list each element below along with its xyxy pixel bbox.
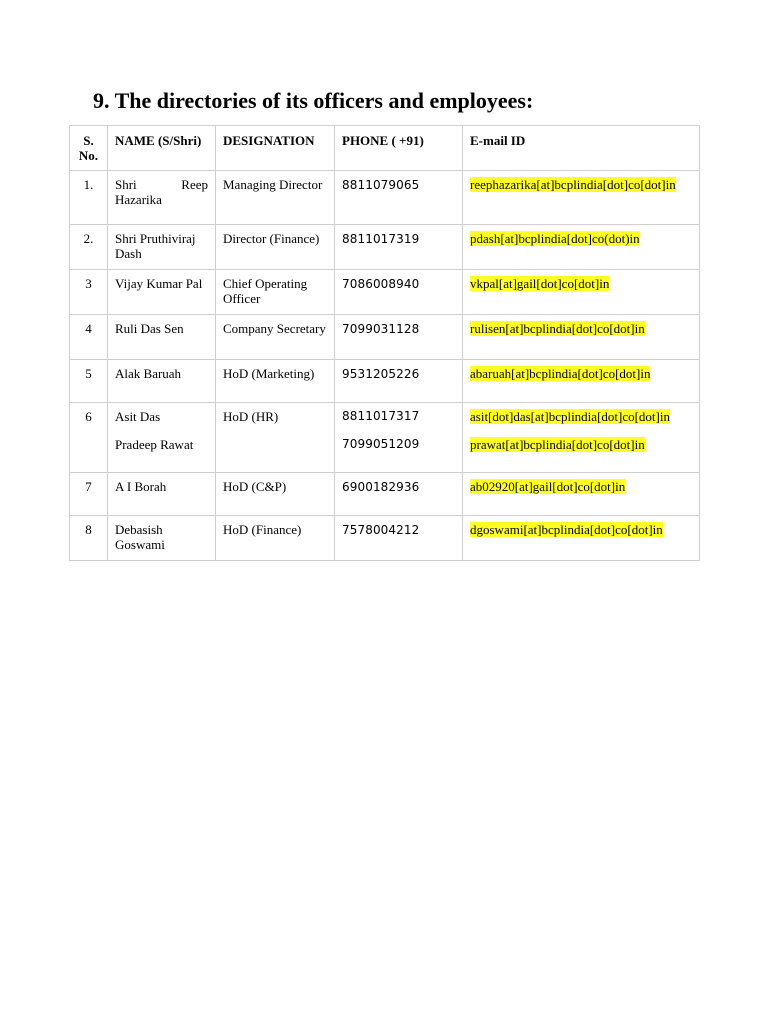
serial-number-cell: 5: [70, 360, 108, 403]
phone-number: 8811079065: [342, 178, 420, 192]
email-cell: [463, 315, 700, 360]
phone-cell: [335, 360, 463, 403]
phone-cell: [335, 315, 463, 360]
header-serial-number: S. No.: [70, 126, 108, 171]
phone-cell: [335, 225, 463, 270]
email-address: dgoswami[at]bcplindia[dot]co[dot]in: [470, 522, 663, 537]
email-cell: [463, 270, 700, 315]
name-cell: Asit Das Pradeep Rawat: [108, 403, 216, 473]
name-cell: Shri Pruthiviraj Dash: [108, 225, 216, 270]
page-heading: 9. The directories of its officers and employees:: [93, 88, 534, 113]
designation-cell: HoD (HR): [216, 403, 335, 473]
phone-number: 9531205226: [342, 367, 420, 381]
name-cell: Debasish Goswami: [108, 516, 216, 561]
serial-number-cell: 1.: [70, 171, 108, 225]
table-row: [70, 225, 700, 270]
designation-cell: Chief Operating Officer: [216, 270, 335, 315]
email-address: asit[dot]das[at]bcplindia[dot]co[dot]in: [470, 409, 670, 424]
table-row: [70, 270, 700, 315]
table-row: [70, 403, 700, 473]
email-address: reephazarika[at]bcplindia[dot]co[dot]in: [470, 177, 676, 192]
phone-number: 8811017317: [342, 409, 420, 423]
phone-cell: [335, 516, 463, 561]
table-row: [70, 171, 700, 225]
phone-cell: [335, 270, 463, 315]
email-address: rulisen[at]bcplindia[dot]co[dot]in: [470, 321, 645, 336]
header-name: NAME (S/Shri): [108, 126, 216, 171]
designation-cell: HoD (Finance): [216, 516, 335, 561]
serial-number-cell: 8: [70, 516, 108, 561]
officers-directory-table: [69, 125, 700, 561]
table-header-row: [70, 126, 700, 171]
serial-number-cell: 4: [70, 315, 108, 360]
designation-cell: Managing Director: [216, 171, 335, 225]
serial-number-cell: 7: [70, 473, 108, 516]
email-cell: [463, 473, 700, 516]
phone-number: 7086008940: [342, 277, 420, 291]
email-cell: [463, 360, 700, 403]
header-phone: PHONE ( +91): [335, 126, 463, 171]
email-cell: [463, 403, 700, 473]
table-row: [70, 360, 700, 403]
phone-cell: [335, 403, 463, 473]
phone-number: 7099051209: [342, 437, 420, 451]
serial-number-cell: 3: [70, 270, 108, 315]
designation-cell: Director (Finance): [216, 225, 335, 270]
phone-number: 8811017319: [342, 232, 420, 246]
phone-cell: [335, 171, 463, 225]
email-address: ab02920[at]gail[dot]co[dot]in: [470, 479, 626, 494]
designation-cell: HoD (Marketing): [216, 360, 335, 403]
email-cell: [463, 225, 700, 270]
serial-number-cell: 6: [70, 403, 108, 473]
email-cell: [463, 171, 700, 225]
header-email: E-mail ID: [463, 126, 700, 171]
phone-number: 6900182936: [342, 480, 420, 494]
email-cell: [463, 516, 700, 561]
table-row: [70, 516, 700, 561]
table-row: [70, 315, 700, 360]
table-row: [70, 473, 700, 516]
email-address: pdash[at]bcplindia[dot]co(dot)in: [470, 231, 640, 246]
email-address: abaruah[at]bcplindia[dot]co[dot]in: [470, 366, 651, 381]
phone-number: 7099031128: [342, 322, 420, 336]
designation-cell: HoD (C&P): [216, 473, 335, 516]
designation-cell: Company Secretary: [216, 315, 335, 360]
name-cell: Alak Baruah: [108, 360, 216, 403]
phone-cell: [335, 473, 463, 516]
serial-number-cell: 2.: [70, 225, 108, 270]
name-cell: Ruli Das Sen: [108, 315, 216, 360]
name-cell: A I Borah: [108, 473, 216, 516]
phone-number: 7578004212: [342, 523, 420, 537]
name-cell: Vijay Kumar Pal: [108, 270, 216, 315]
header-designation: DESIGNATION: [216, 126, 335, 171]
email-address: prawat[at]bcplindia[dot]co[dot]in: [470, 437, 645, 452]
name-cell: Shri Reep Hazarika: [108, 171, 216, 225]
email-address: vkpal[at]gail[dot]co[dot]in: [470, 276, 610, 291]
